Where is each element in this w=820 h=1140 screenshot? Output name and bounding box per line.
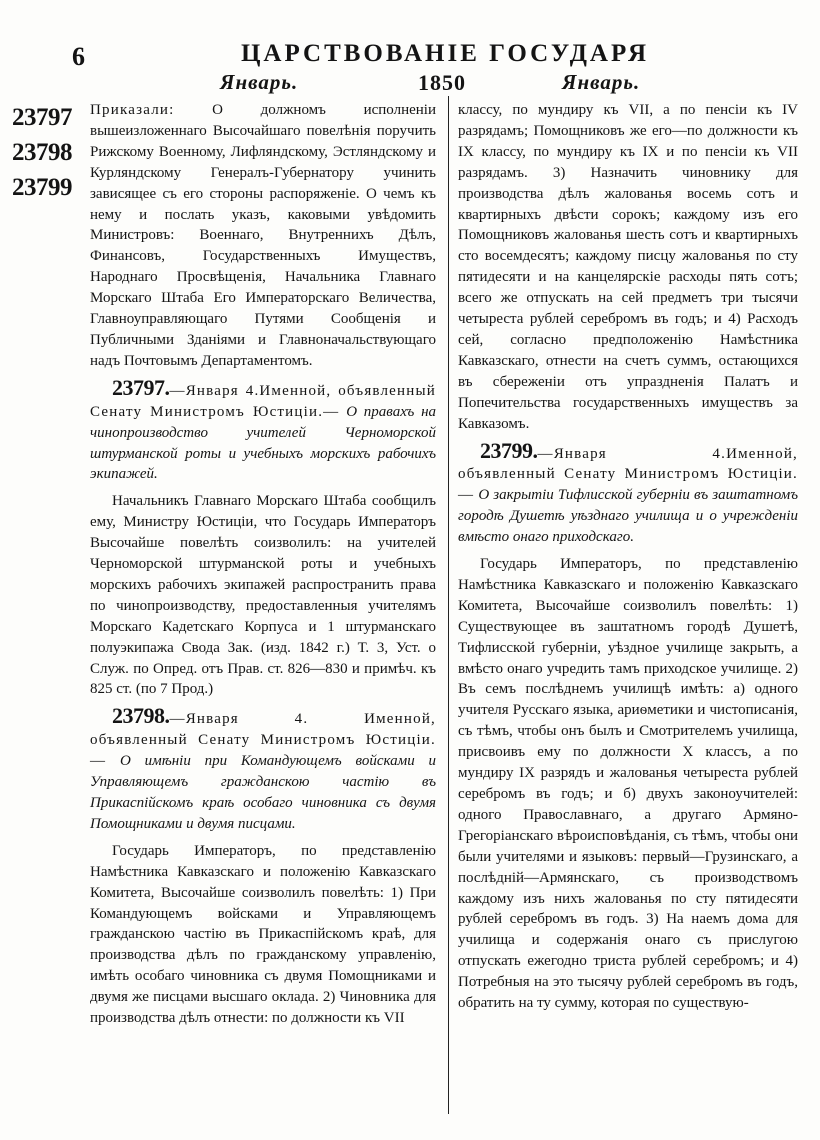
decree-title: О правахъ на чинопроизводство учителей Черноморской штурманской роты и учебныхъ морскихъ рабочихъ экипажей. bbox=[90, 403, 437, 483]
decree-heading: —Января 4.Именной, объявленный Сенату Министромъ Юстиціи.— bbox=[90, 382, 436, 420]
decree-heading: —Января 4. Именной, объявленный Сенату Министромъ Юстиціи.— bbox=[90, 711, 436, 770]
decree-lead: Приказали: bbox=[90, 102, 175, 118]
decree-text bbox=[90, 100, 436, 372]
decree-body: О должномъ исполненіи вышеизложеннаго Высочайшаго повелѣнія поручить Рижскому Военному, Лифляндскому, Эстляндскому и Курляндскому Генералъ-Губернатору учинить зависящее съ его стороны распоряженіе. О чемъ къ нему и послать указъ, каковыми увѣдомить Министровъ: Военнаго, Внутреннихъ Дѣлъ, Финансовъ, Государственныхъ Имуществъ, Народнаго Просвѣщенія, Начальника Главнаго Морскаго Штаба Его Императорскаго Величества, Главноуправляющаго Путями Сообщенія и Публичными Зданіями и Главноначальствующаго надъ Почтовымъ Департаментомъ. bbox=[90, 102, 436, 369]
decree-title: О имѣніи при Командующемъ войсками и Управляющемъ гражданскою частію въ Прикаспійскомъ краѣ особаго чиновника съ двумя Помощниками и двумя писцами. bbox=[90, 753, 436, 832]
decree-number: 23798. bbox=[112, 703, 170, 729]
running-title: ЦАРСТВОВАНІЕ ГОСУДАРЯ bbox=[240, 40, 650, 67]
margin-number: 23799 bbox=[12, 174, 72, 201]
right-column bbox=[458, 100, 798, 1014]
margin-number: 23797 bbox=[12, 104, 72, 131]
margin-numbers bbox=[12, 100, 90, 205]
decree-heading: —Января 4.Именной, объявленный Сенату Министромъ Юстиціи.— bbox=[458, 445, 798, 504]
column-divider bbox=[448, 96, 449, 1114]
page-number: 6 bbox=[72, 42, 85, 71]
decree-23799-body: Государь Императоръ, по представленію Намѣстника Кавказскаго и положенію Кавказскаго Комитета, Высочайше соизволилъ повелѣть: 1) Существующее въ заштатномъ городѣ Душетѣ, Тифлисской губерніи, уѣздное училище закрыть, а вмѣсто онаго учредить тамъ приходское училище. 2) Въ семъ послѣднемъ училищѣ имѣть: а) одного учителя Русскаго языка, ариѳметики и чистописанія, съ тѣмъ, чтобы онъ былъ и Смотрителемъ училища, присвоивъ ему по должности X классъ, а по мундиру IX разрядъ и жалованья четыреста рублей серебромъ въ годъ; и б) двухъ законоучителей: одного Православнаго, а другаго Армяно-Грегоріанскаго вѣроисповѣданія, съ тѣмъ, чтобы они были учителями и языковъ: первый—Грузинскаго, а послѣдній—Армянскаго, съ производствомъ каждому изъ нихъ жалованья по сту пятидесяти рублей серебромъ въ годъ. 3) На наемъ дома для училища и содержанія онаго съ прислугою отпускать ежегодно триста рублей серебромъ; и 4) Потребныя на это тысячу рублей серебромъ въ годъ, обратить на ту сумму, которая по существую- bbox=[458, 556, 798, 1012]
left-column bbox=[90, 100, 436, 1029]
decree-23799-header bbox=[458, 437, 799, 549]
month-left: Январь. bbox=[220, 70, 299, 94]
decree-23797-header bbox=[90, 374, 437, 486]
margin-number: 23798 bbox=[12, 139, 72, 166]
decree-23798-header bbox=[90, 703, 436, 834]
decree-number: 23797. bbox=[112, 374, 170, 400]
year: 1850 bbox=[418, 70, 466, 95]
month-right: Январь. bbox=[562, 70, 641, 94]
decree-23798-body: Государь Императоръ, по представленію Намѣстника Кавказскаго и положенію Кавказскаго Комитета, Высочайше соизволилъ повелѣть: 1) При Командующемъ войсками и Управляющемъ гражданскою частію въ Прикаспійскомъ краѣ, для производства дѣлъ по гражданскому управленію, имѣть особаго чиновника съ двумя Помощниками и двумя же писцами высшаго оклада. 2) Чиновника для производства дѣлъ отнести: по должности къ VII bbox=[90, 842, 436, 1027]
decree-number: 23799. bbox=[480, 437, 538, 463]
decree-continuation: классу, по мундиру къ VII, а по пенсіи къ IV разрядамъ; Помощниковъ же его—по должности къ IX классу, по мундиру къ IX и по пенсіи къ VII разрядамъ. 3) Назначить чиновнику для производства дѣлъ жалованья восемь сотъ и квартирныхъ двѣсти сорокъ; каждому изъ его Помощниковъ жалованья шесть сотъ и квартирныхъ сто восемдесятъ; каждому писцу жалованья по сту пятидесяти и на канцелярскіе расходы пять сотъ; всего же отпускать на сей предметъ три тысячи четыреста рублей серебромъ въ годъ; и 4) Расходъ сей, согласно предположенію Намѣстника Кавказскаго, отнести на счетъ суммъ, остающихся въ сбереженіи отъ упраздненія Палатъ и Попечительства государственныхъ имуществъ за Кавказомъ. bbox=[458, 102, 798, 432]
decree-title: О закрытіи Тифлисской губерніи въ заштатномъ городѣ Душетѣ уѣзднаго училища и о учрежденіи вмѣсто онаго приходскаго. bbox=[458, 487, 799, 546]
decree-23797-body: Начальникъ Главнаго Морскаго Штаба сообщилъ ему, Министру Юстиціи, что Государь Императоръ Высочайше повелѣть соизволилъ: на учителей Черноморской штурманской роты и учебныхъ морскихъ рабочихъ экипажей распространить права по чинопроизводству, предоставленныя учителямъ Морскаго Кадетскаго Корпуса и 1 штурманскаго полуэкипажа Свода Зак. (изд. 1842 г.) Т. 3, Уст. о Служ. по Опред. отъ Прав. ст. 826—830 и примѣч. къ 825 ст. (по 7 Прод.) bbox=[90, 493, 436, 698]
